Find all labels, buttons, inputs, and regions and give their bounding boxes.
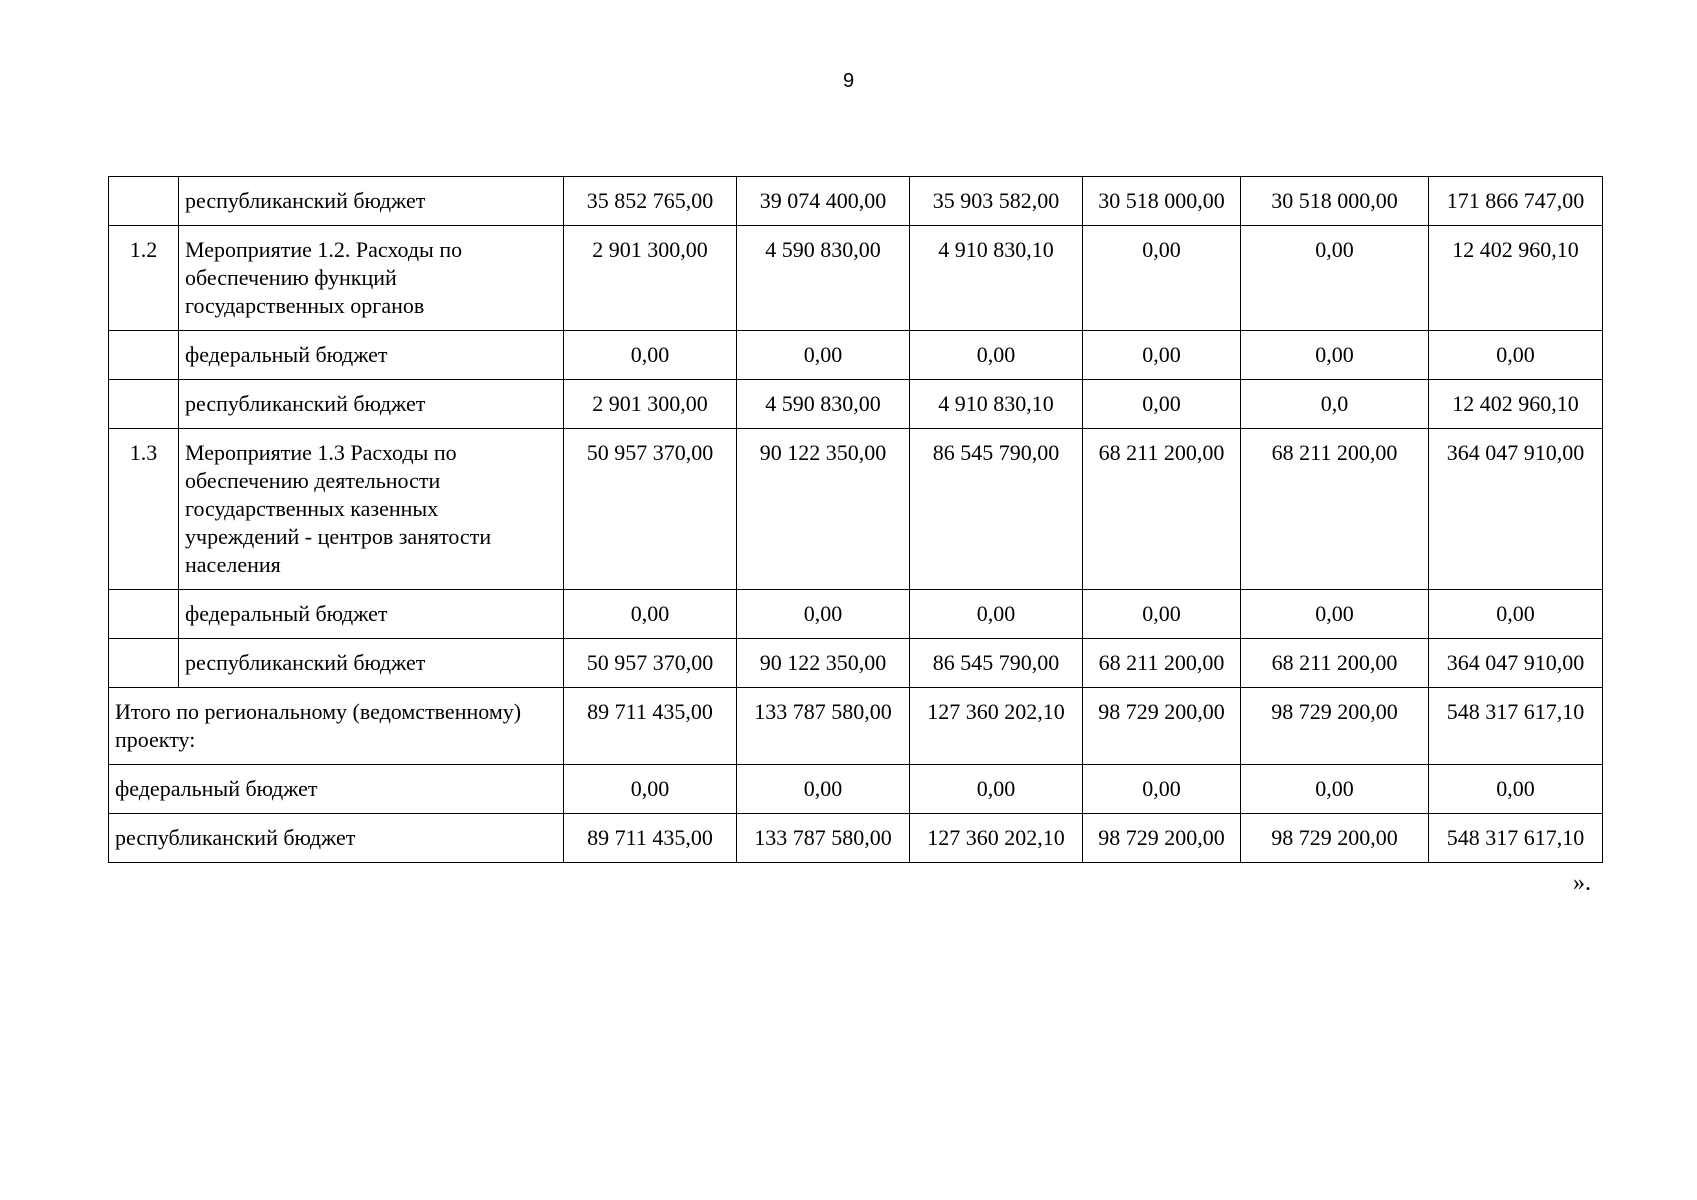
row-index (109, 639, 179, 688)
value-cell: 50 957 370,00 (564, 639, 737, 688)
value-cell: 0,00 (564, 590, 737, 639)
value-cell: 364 047 910,00 (1429, 639, 1603, 688)
value-cell: 0,00 (737, 765, 910, 814)
value-cell: 4 910 830,10 (910, 380, 1083, 429)
row-label: Итого по региональному (ведомственному) проекту: (109, 688, 564, 765)
row-index: 1.2 (109, 226, 179, 331)
value-cell: 39 074 400,00 (737, 177, 910, 226)
value-cell: 0,00 (1429, 765, 1603, 814)
row-label: федеральный бюджет (179, 331, 564, 380)
value-cell: 548 317 617,10 (1429, 688, 1603, 765)
row-index (109, 590, 179, 639)
value-cell: 127 360 202,10 (910, 814, 1083, 863)
value-cell: 0,00 (1241, 226, 1429, 331)
value-cell: 0,00 (1429, 590, 1603, 639)
value-cell: 86 545 790,00 (910, 429, 1083, 590)
value-cell: 0,00 (1241, 590, 1429, 639)
value-cell: 548 317 617,10 (1429, 814, 1603, 863)
row-label: федеральный бюджет (179, 590, 564, 639)
value-cell: 0,00 (1241, 765, 1429, 814)
value-cell: 0,00 (1083, 590, 1241, 639)
value-cell: 364 047 910,00 (1429, 429, 1603, 590)
value-cell: 12 402 960,10 (1429, 226, 1603, 331)
table-row (109, 226, 1603, 331)
value-cell: 0,00 (910, 590, 1083, 639)
value-cell: 89 711 435,00 (564, 814, 737, 863)
value-cell: 0,00 (1241, 331, 1429, 380)
value-cell: 2 901 300,00 (564, 380, 737, 429)
value-cell: 0,00 (1083, 331, 1241, 380)
value-cell: 0,0 (1241, 380, 1429, 429)
value-cell: 30 518 000,00 (1083, 177, 1241, 226)
value-cell: 2 901 300,00 (564, 226, 737, 331)
value-cell: 89 711 435,00 (564, 688, 737, 765)
value-cell: 0,00 (564, 765, 737, 814)
budget-table (108, 176, 1603, 863)
row-index (109, 177, 179, 226)
row-index: 1.3 (109, 429, 179, 590)
value-cell: 4 590 830,00 (737, 380, 910, 429)
table-row (109, 331, 1603, 380)
table-row (109, 590, 1603, 639)
table-total-row (109, 814, 1603, 863)
value-cell: 133 787 580,00 (737, 814, 910, 863)
value-cell: 0,00 (910, 331, 1083, 380)
value-cell: 35 852 765,00 (564, 177, 737, 226)
table-row (109, 380, 1603, 429)
value-cell: 50 957 370,00 (564, 429, 737, 590)
value-cell: 133 787 580,00 (737, 688, 910, 765)
row-label: Мероприятие 1.2. Расходы по обеспечению функций государственных органов (179, 226, 564, 331)
value-cell: 0,00 (1083, 380, 1241, 429)
value-cell: 90 122 350,00 (737, 639, 910, 688)
closing-quote: ». (1573, 870, 1591, 896)
page-number: 9 (842, 70, 855, 92)
value-cell: 98 729 200,00 (1083, 688, 1241, 765)
value-cell: 4 590 830,00 (737, 226, 910, 331)
value-cell: 127 360 202,10 (910, 688, 1083, 765)
value-cell: 30 518 000,00 (1241, 177, 1429, 226)
value-cell: 68 211 200,00 (1083, 429, 1241, 590)
row-index (109, 331, 179, 380)
value-cell: 0,00 (1429, 331, 1603, 380)
value-cell: 0,00 (1083, 765, 1241, 814)
row-label: республиканский бюджет (179, 639, 564, 688)
row-label: республиканский бюджет (109, 814, 564, 863)
row-label: федеральный бюджет (109, 765, 564, 814)
row-index (109, 380, 179, 429)
table-total-row (109, 765, 1603, 814)
value-cell: 68 211 200,00 (1083, 639, 1241, 688)
value-cell: 68 211 200,00 (1241, 639, 1429, 688)
value-cell: 35 903 582,00 (910, 177, 1083, 226)
value-cell: 171 866 747,00 (1429, 177, 1603, 226)
row-label: Мероприятие 1.3 Расходы по обеспечению деятельности государственных казенных учреждений - центров занятости населения (179, 429, 564, 590)
row-label: республиканский бюджет (179, 177, 564, 226)
value-cell: 0,00 (737, 590, 910, 639)
table-row (109, 177, 1603, 226)
value-cell: 4 910 830,10 (910, 226, 1083, 331)
value-cell: 0,00 (564, 331, 737, 380)
value-cell: 12 402 960,10 (1429, 380, 1603, 429)
value-cell: 0,00 (1083, 226, 1241, 331)
value-cell: 98 729 200,00 (1083, 814, 1241, 863)
budget-table-body (109, 177, 1603, 863)
value-cell: 0,00 (737, 331, 910, 380)
value-cell: 68 211 200,00 (1241, 429, 1429, 590)
row-label: республиканский бюджет (179, 380, 564, 429)
value-cell: 0,00 (910, 765, 1083, 814)
table-row (109, 429, 1603, 590)
value-cell: 98 729 200,00 (1241, 814, 1429, 863)
table-row (109, 639, 1603, 688)
value-cell: 86 545 790,00 (910, 639, 1083, 688)
table-total-row (109, 688, 1603, 765)
value-cell: 90 122 350,00 (737, 429, 910, 590)
value-cell: 98 729 200,00 (1241, 688, 1429, 765)
